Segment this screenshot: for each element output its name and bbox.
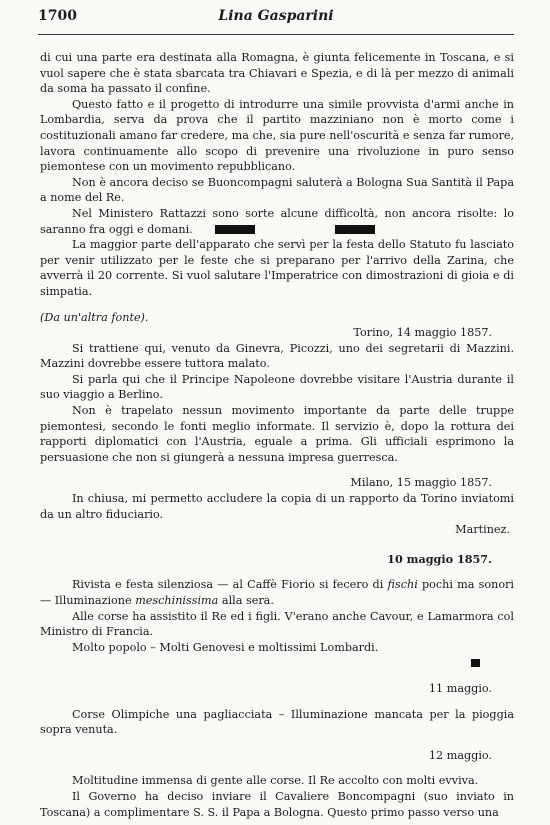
header-rule xyxy=(38,34,514,35)
paragraph: Si trattiene qui, venuto da Ginevra, Picozzi, uno dei segretarii di Mazzini. Mazzini dovrebbe essere tuttora malato. xyxy=(40,341,514,371)
paragraph: Rivista e festa silenziosa — al Caffè Fiorio si fecero di fischi pochi ma sonori — Illuminazione meschinissima alla sera. xyxy=(40,578,514,607)
paragraph: Questo fatto e il progetto di introdurre una simile provvista d'armi anche in Lombardia, serva da prova che il partito mazziniano non è morto come i costituzionali amano far credere, ma che, sia pure nell'oscurità e senza far rumore, lavora continuamente allo scopo di prevenire una rivoluzione in puro senso piemontese con un movimento repubblicano. xyxy=(40,97,514,174)
dateline: Torino, 14 maggio 1857. xyxy=(353,326,492,340)
dateline: 10 maggio 1857. xyxy=(387,551,492,566)
paragraph xyxy=(40,206,514,237)
page-body xyxy=(40,50,514,820)
redaction-mark xyxy=(471,659,480,667)
paragraph: In chiusa, mi permetto accludere la copia di un rapporto da Torino inviatomi da un altro fiduciario. xyxy=(40,492,514,521)
paragraph: Molto popolo – Molti Genovesi e moltissimi Lombardi. xyxy=(72,640,379,654)
source-note: (Da un'altra fonte). xyxy=(40,310,149,324)
paragraph: di cui una parte era destinata alla Romagna, è giunta felicemente in Toscana, e si vuol sapere che è stata sbarcata tra Chiavari e Spezia, e di là per mezzo di animali da soma ha passato il confine. xyxy=(40,51,514,96)
paragraph: Il Governo ha deciso inviare il Cavaliere Boncompagni (suo inviato in Toscana) a complimentare S. S. il Papa a Bologna. Questo primo passo verso una xyxy=(40,789,514,819)
page-header xyxy=(38,8,514,30)
margin-mark-line xyxy=(40,655,480,671)
paragraph: La maggior parte dell'apparato che servì per la festa dello Statuto fu lasciato per venir utilizzato per le feste che si preparano per l'arrivo della Zarina, che avverrà il 20 corrente. Si vuol salutare l'Imperatrice con dimostrazioni di gioia e di simpatia. xyxy=(40,238,514,298)
paragraph: Moltitudine immensa di gente alle corse. Il Re accolto con molti evviva. xyxy=(72,774,479,788)
dateline: Milano, 15 maggio 1857. xyxy=(350,476,492,490)
dateline: 11 maggio. xyxy=(428,681,492,695)
redaction-mark xyxy=(215,225,255,234)
paragraph: Corse Olimpiche una pagliacciata – Illuminazione mancata per la pioggia sopra venuta. xyxy=(40,707,514,737)
redaction-mark xyxy=(335,225,375,234)
paragraph: Alle corse ha assistito il Re ed i figli. V'erano anche Cavour, e Lamarmora col Ministro di Francia. xyxy=(40,609,514,639)
paragraph: Non è trapelato nessun movimento importante da parte delle truppe piemontesi, secondo le fonti meglio informate. Il servizio è, dopo la rottura dei rapporti diplomatici con l'Austria, eguale a prima. Gli ufficiali esprimono la persuasione che non si giungerà a nessuna impresa guerresca. xyxy=(40,404,514,464)
running-title: Lina Gasparini xyxy=(218,8,334,24)
paragraph: Si parla qui che il Principe Napoleone dovrebbe visitare l'Austria durante il suo viaggio a Berlino. xyxy=(40,372,514,402)
page-number: 1700 xyxy=(38,8,77,24)
signature: Martinez. xyxy=(455,523,510,537)
dateline: 12 maggio. xyxy=(428,748,492,762)
paragraph: Non è ancora deciso se Buoncompagni saluterà a Bologna Sua Santità il Papa a nome del Re. xyxy=(40,175,514,205)
paragraph-text: Nel Ministero Rattazzi sono sorte alcune difficoltà, non ancora risolte: lo saranno fra oggi e domani. xyxy=(40,206,514,236)
